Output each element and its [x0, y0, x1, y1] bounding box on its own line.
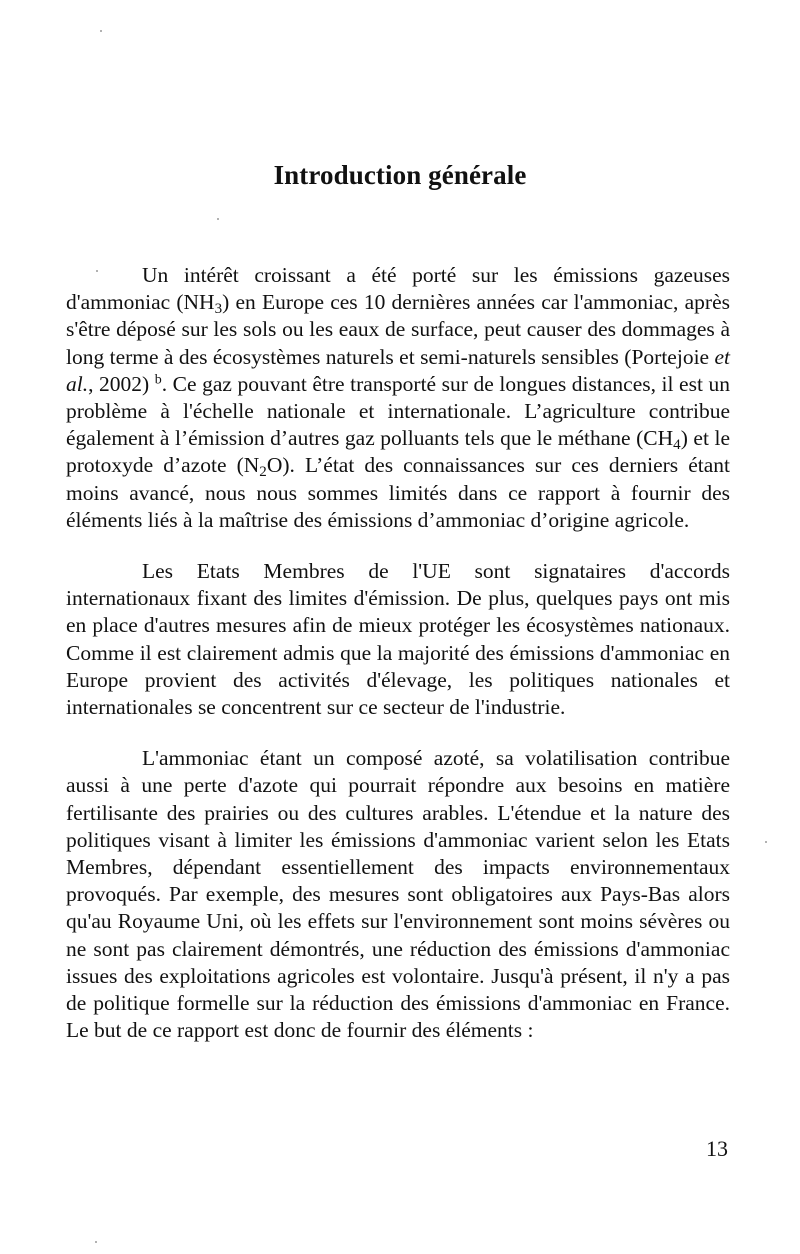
paragraph-1 [66, 262, 730, 534]
paragraph-1-text-b: ) en Europe ces 10 dernières années car l'ammoniac, après s'être déposé sur les sols ou les eaux de surface, peut causer des dommages à long terme à des écosystèmes naturels et semi-naturels sensibles (Portejoie [66, 290, 730, 369]
scan-speck [96, 270, 98, 272]
paragraph-1-text-a: Un intérêt croissant a été porté sur les émissions gazeuses d'ammoniac (NH [66, 263, 730, 315]
nh3-subscript: 3 [214, 300, 223, 317]
scan-speck [100, 30, 102, 32]
paragraph-1-text-f: O). L’état des connaissances sur ces derniers étant moins avancé, nous nous sommes limités dans ce rapport à fournir des éléments liés à la maîtrise des émissions d’ammoniac d’origine agricole. [66, 453, 731, 532]
paragraph-3: L'ammoniac étant un composé azoté, sa volatilisation contribue aussi à une perte d'azote qui pourrait répondre aux besoins en matière fertilisante des prairies ou des cultures arables. L'étendue et la nature des politiques visant à limiter les émissions d'ammoniac varient selon les Etats Membres, dépendant essentiellement des impacts environnementaux provoqués. Par exemple, des mesures sont obligatoires aux Pays-Bas alors qu'au Royaume Uni, où les effets sur l'environnement sont moins sévères ou ne sont pas clairement démontrés, une réduction des émissions d'ammoniac issues des exploitations agricoles est volontaire. Jusqu'à présent, il n'y a pas de politique formelle sur la réduction des émissions d'ammoniac en France. Le but de ce rapport est donc de fournir des éléments : [66, 746, 730, 1043]
body-text [66, 262, 730, 1068]
page-number: 13 [706, 1136, 728, 1161]
page-title: Introduction générale [273, 160, 527, 190]
scan-speck [217, 218, 219, 220]
paragraph-1-text-e: ) et le protoxyde d’azote (N [66, 426, 730, 478]
scan-speck [95, 1241, 97, 1243]
paragraph-1-text-d: . Ce gaz pouvant être transporté sur de longues distances, il est un problème à l'échelle nationale et internationale. L’agriculture contribue également à l’émission d’autres gaz polluants tels que le méthane (CH [66, 371, 730, 451]
ch4-subscript: 4 [673, 436, 681, 453]
paragraph-1-text-c: , 2002) [88, 371, 155, 396]
n2o-subscript: 2 [259, 464, 267, 481]
et-al-italic: et al. [66, 344, 730, 396]
paragraph-2: Les Etats Membres de l'UE sont signataires d'accords internationaux fixant des limites d'émission. De plus, quelques pays ont mis en place d'autres mesures afin de mieux protéger les écosystèmes nationaux. Comme il est clairement admis que la majorité des émissions d'ammoniac en Europe provient des activités d'élevage, les politiques nationales et internationales se concentrent sur ce secteur de l'industrie. [66, 559, 730, 720]
reference-superscript: b [154, 372, 162, 388]
scan-speck [765, 841, 767, 843]
